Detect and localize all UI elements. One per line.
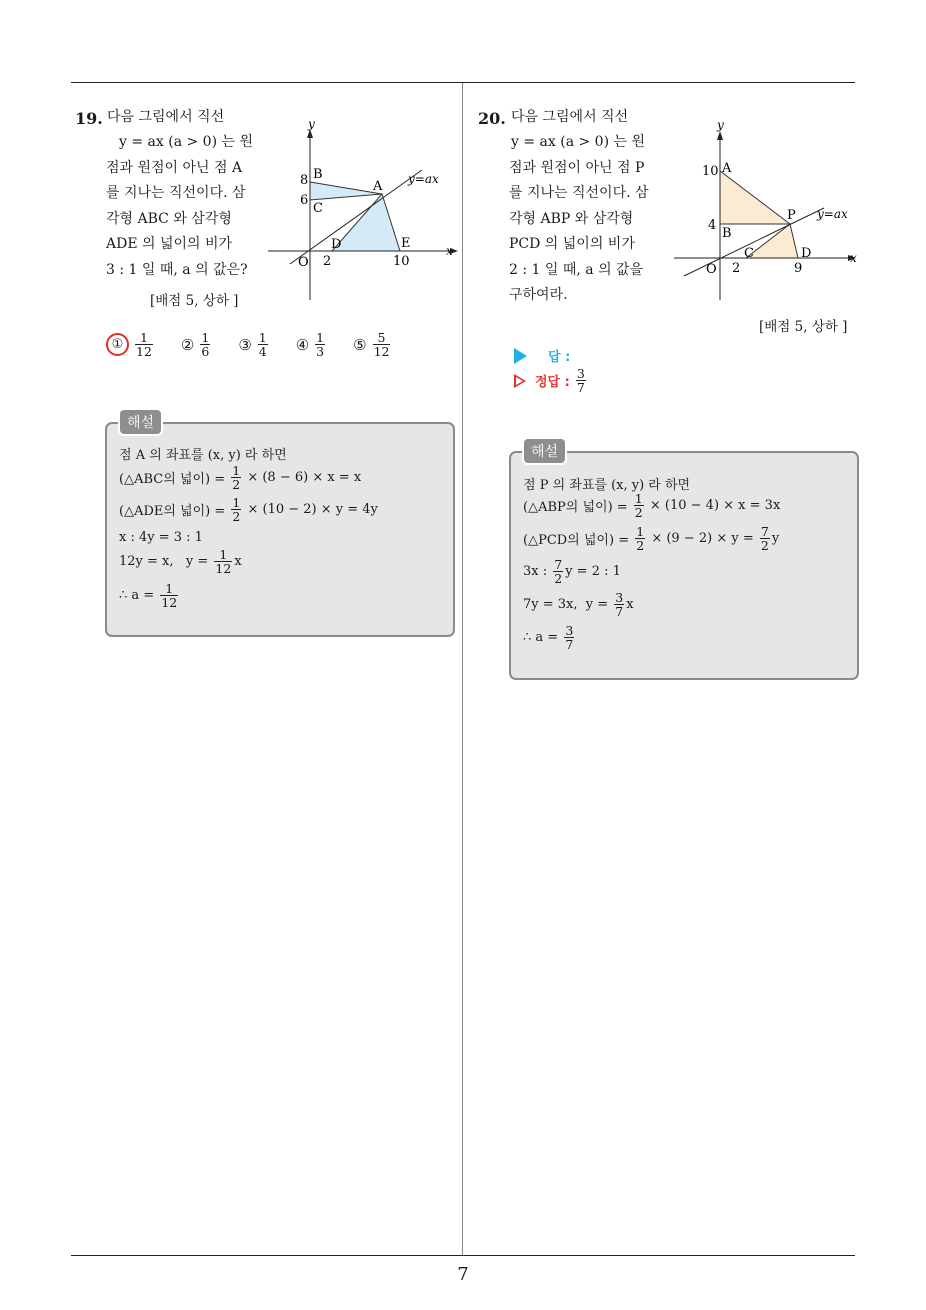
question-text-line: 점과 원점이 아닌 점 A <box>106 160 243 176</box>
point-label-c: C <box>744 246 754 261</box>
play-arrow-icon <box>514 348 527 364</box>
choice-1[interactable] <box>106 331 155 358</box>
choice-fraction: $\frac{1}{3}$ <box>316 330 325 359</box>
triangle-abp <box>720 171 790 224</box>
solution-line: (△ABC의 넓이) = $\frac{1}{2}$ × (8 − 6) × x = x <box>119 463 362 492</box>
question-text-line: y = ax (a > 0) 는 원 <box>119 134 253 150</box>
choice-5[interactable] <box>353 331 392 358</box>
question-text-line: 다음 그림에서 직선 <box>511 109 629 125</box>
point-label-a: A <box>373 179 383 194</box>
question-text-line: 점과 원점이 아닌 점 P <box>509 160 645 176</box>
x-tick-2: 2 <box>732 261 741 276</box>
question-text-line: y = ax (a > 0) 는 원 <box>511 134 645 150</box>
answer-label[interactable]: 답 : <box>548 350 571 365</box>
question-text-line: 3 : 1 일 때, a 의 값은? <box>106 262 248 278</box>
y-tick-10: 10 <box>702 164 719 179</box>
y-axis-arrow <box>717 131 723 140</box>
score-label: [배점 5, 상하 ] <box>759 319 848 335</box>
choice-fraction: $\frac{1}{12}$ <box>136 330 152 359</box>
page-number: 7 <box>457 1264 469 1285</box>
choice-mark: ③ <box>238 335 252 354</box>
question-text-line: 다음 그림에서 직선 <box>107 109 225 125</box>
choice-fraction: $\frac{1}{6}$ <box>201 330 210 359</box>
solution-tab: 해설 <box>118 408 163 436</box>
line-label: y=ax <box>817 207 848 221</box>
x-tick-10: 10 <box>393 254 410 269</box>
choice-fraction: $\frac{5}{12}$ <box>373 330 390 359</box>
score-label: [배점 5, 상하 ] <box>150 293 239 309</box>
correct-answer-label: 정답 : <box>535 375 570 390</box>
point-label-d: D <box>331 237 342 252</box>
question-number: 20. <box>478 109 506 128</box>
question-number: 19. <box>75 109 103 128</box>
solution-line: 점 P 의 좌표를 (x, y) 라 하면 <box>523 478 691 493</box>
origin-label: O <box>298 255 309 270</box>
solution-line: x : 4y = 3 : 1 <box>119 530 203 545</box>
point-label-b: B <box>722 226 732 241</box>
y-tick-4: 4 <box>708 218 717 233</box>
line-label: y=ax <box>408 172 439 186</box>
x-tick-2: 2 <box>323 254 332 269</box>
solution-tab: 해설 <box>522 437 567 465</box>
y-tick-6: 6 <box>300 193 309 208</box>
y-tick-8: 8 <box>300 173 309 188</box>
correct-answer-value: $\frac{3}{7}$ <box>576 366 585 395</box>
x-axis-label: x <box>446 244 453 258</box>
solution-line: (△ADE의 넓이) = $\frac{1}{2}$ × (10 − 2) × y = 4y <box>119 495 378 524</box>
correct-answer-row <box>514 367 588 394</box>
triangle-ade <box>332 194 400 251</box>
y-axis-label: y <box>717 118 724 132</box>
q19-graph <box>262 112 462 304</box>
choice-mark: ④ <box>295 335 310 354</box>
choice-mark: ② <box>180 335 195 354</box>
point-label-e: E <box>401 236 411 251</box>
x-tick-9: 9 <box>794 261 803 276</box>
point-label-c: C <box>313 201 323 216</box>
triangle-abc <box>310 182 382 200</box>
point-label-p: P <box>787 208 796 223</box>
solution-line: (△ABP의 넓이) = $\frac{1}{2}$ × (10 − 4) × x = 3x <box>523 491 781 520</box>
solution-line: 점 A 의 좌표를 (x, y) 라 하면 <box>119 448 287 463</box>
choice-2[interactable] <box>181 331 212 358</box>
origin-label: O <box>706 262 717 277</box>
choice-3[interactable] <box>238 331 269 358</box>
point-label-a: A <box>722 161 732 176</box>
question-text-line: 2 : 1 일 때, a 의 값을 <box>509 262 644 278</box>
solution-line: 3x : $\frac{7}{2}$ y = 2 : 1 <box>523 557 621 586</box>
question-text-line: ADE 의 넓이의 비가 <box>106 236 233 252</box>
solution-line: (△PCD의 넓이) = $\frac{1}{2}$ × (9 − 2) × y = $\frac{7}{2}$ y <box>523 524 780 553</box>
choice-mark: ⑤ <box>353 335 367 354</box>
question-text-line: 구하여라. <box>509 287 568 303</box>
x-axis-label: x <box>850 251 857 265</box>
question-text-line: 를 지나는 직선이다. 삼 <box>106 185 246 201</box>
question-text-line: 각형 ABP 와 삼각형 <box>509 211 634 227</box>
solution-line: ∴ a = $\frac{1}{12}$ <box>119 581 178 610</box>
solution-line: 12y = x, y = $\frac{1}{12}$ x <box>119 547 242 576</box>
answer-field-row <box>514 346 570 365</box>
point-label-b: B <box>313 167 323 182</box>
answer-choices <box>106 331 418 358</box>
bottom-rule <box>71 1255 855 1256</box>
solution-line: ∴ a = $\frac{3}{7}$ <box>523 623 574 652</box>
top-rule <box>71 82 855 83</box>
selected-choice-ring: ① <box>106 333 129 356</box>
q20-graph <box>670 116 862 302</box>
solution-line: 7y = 3x, y = $\frac{3}{7}$ x <box>523 590 634 619</box>
question-text-line: PCD 의 넓이의 비가 <box>509 236 635 252</box>
choice-fraction: $\frac{1}{4}$ <box>258 330 267 359</box>
point-label-d: D <box>801 246 812 261</box>
question-text-line: 를 지나는 직선이다. 삼 <box>509 185 649 201</box>
choice-4[interactable] <box>296 331 327 358</box>
y-axis-label: y <box>308 117 315 131</box>
column-divider <box>462 83 463 1255</box>
outline-arrow-icon <box>514 374 526 388</box>
question-text-line: 각형 ABC 와 삼각형 <box>106 211 232 227</box>
